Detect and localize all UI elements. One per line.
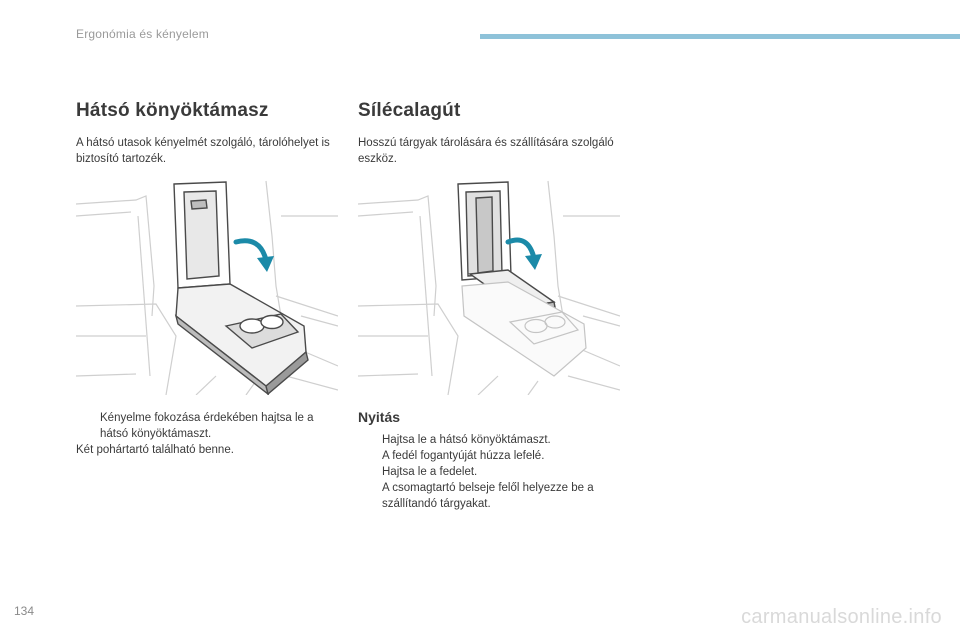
section-title-ski-tunnel: Sílécalagút bbox=[358, 100, 461, 121]
opening-subtitle: Nyitás bbox=[358, 409, 401, 425]
armrest-note: Két pohártartó található benne. bbox=[76, 444, 234, 456]
ski-tunnel-intro: Hosszú tárgyak tárolására és szállítására szolgáló eszköz. bbox=[358, 137, 614, 165]
armrest-instructions bbox=[76, 410, 341, 442]
list-item: A fedél fogantyúját húzza lefelé. bbox=[382, 450, 545, 462]
section-ski-tunnel bbox=[358, 100, 628, 510]
header-accent-bar bbox=[480, 34, 960, 39]
ski-tunnel-instructions bbox=[358, 432, 626, 512]
section-rear-armrest bbox=[76, 100, 346, 456]
section-title-armrest: Hátsó könyöktámasz bbox=[76, 100, 269, 121]
ski-tunnel-illustration bbox=[358, 176, 620, 395]
fold-down-arrow-icon bbox=[236, 241, 274, 272]
list-item: Hajtsa le a fedelet. bbox=[382, 466, 478, 478]
page-number: 134 bbox=[14, 604, 35, 618]
list-item: Kényelme fokozása érdekében hajtsa le a hátsó könyöktámaszt. bbox=[100, 412, 314, 440]
armrest-intro: A hátsó utasok kényelmét szolgáló, tárolóhelyet is biztosító tartozék. bbox=[76, 137, 330, 165]
fold-down-arrow-icon bbox=[508, 240, 542, 270]
chapter-title: Ergonómia és kényelem bbox=[76, 27, 209, 41]
armrest-illustration bbox=[76, 176, 338, 395]
list-item: A csomagtartó belseje felől helyezze be a szállítandó tárgyakat. bbox=[382, 482, 594, 510]
list-item: Hajtsa le a hátsó könyöktámaszt. bbox=[382, 434, 551, 446]
watermark-text: carmanualsonline.info bbox=[741, 606, 942, 628]
